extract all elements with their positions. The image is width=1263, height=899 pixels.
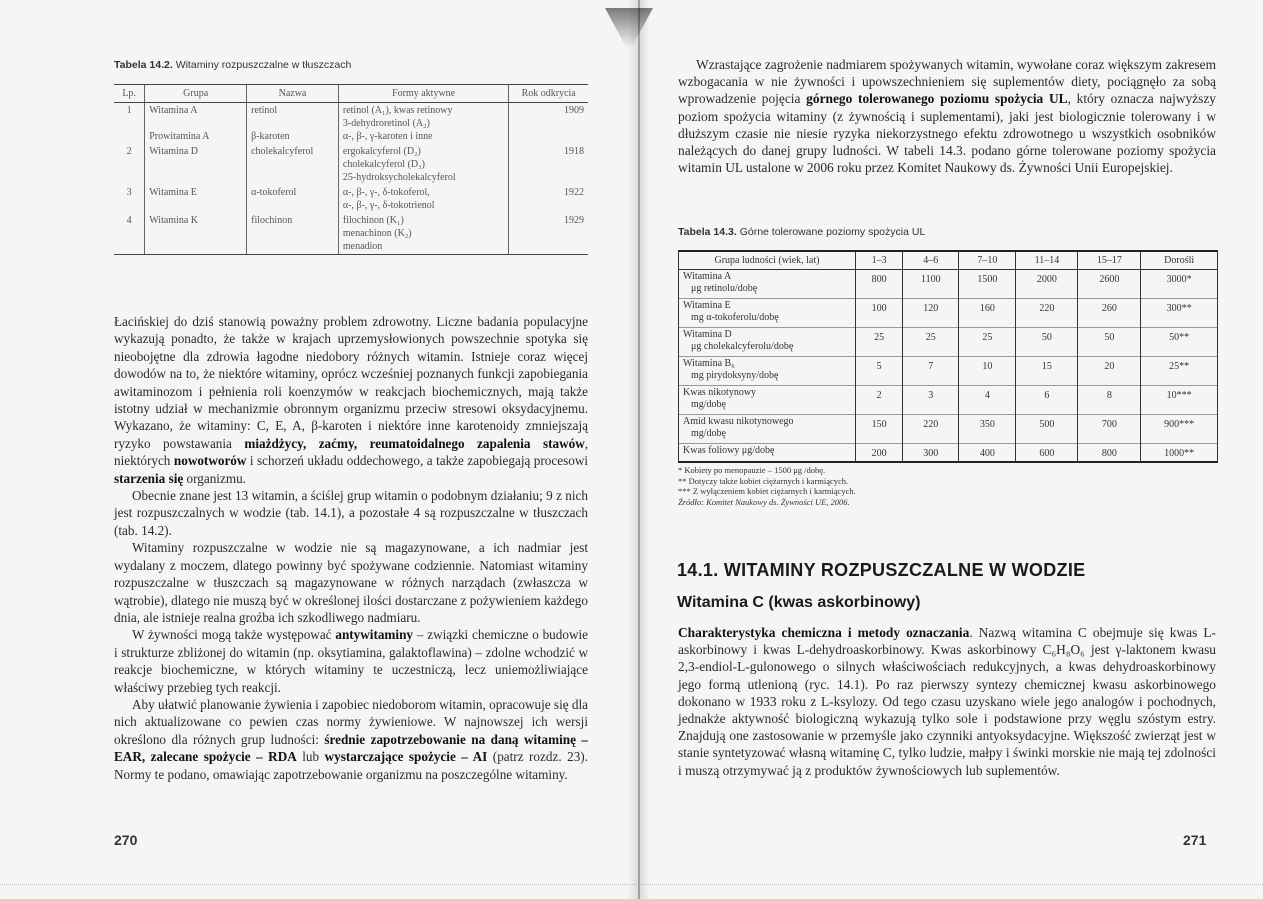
- cell-text: 3: [126, 187, 132, 198]
- table-cell-value: 1100: [903, 270, 959, 299]
- table-cell-nazwa: [247, 103, 339, 145]
- col-header-formy: Formy aktywne: [338, 85, 508, 103]
- vitamin-name: Kwas foliowy μg/dobę: [683, 445, 775, 456]
- vitamin-unit: mg/dobę: [691, 428, 726, 439]
- vitamin-name: Witamina A: [683, 271, 732, 282]
- table-header-row: [679, 251, 1218, 270]
- cell-line: retinol: [251, 105, 278, 116]
- table-cell-formy: [338, 103, 508, 145]
- table-cell-nazwa: [247, 213, 339, 255]
- table-cell-value: 900***: [1141, 415, 1218, 444]
- table-cell-value: 350: [959, 415, 1016, 444]
- cell-line: Witamina K: [149, 215, 198, 226]
- table-cell-value: 6: [1016, 386, 1078, 415]
- cell-line: 25-hydroksycholekalcyferol: [342, 172, 456, 183]
- table-cell-grupa: [145, 185, 247, 213]
- table-row: [679, 328, 1218, 357]
- table-14-3-caption: [678, 226, 925, 238]
- table-cell-vitamin: [679, 386, 856, 415]
- footnote: * Kobiety po menopauzie – 1500 μg /dobę.: [678, 465, 826, 475]
- table-row: [114, 144, 588, 185]
- table-cell-value: 50: [1078, 328, 1141, 357]
- table-cell-vitamin: [679, 299, 856, 328]
- bold-term: antywitaminy: [335, 627, 414, 643]
- table-cell-vitamin: [679, 270, 856, 299]
- paragraph: Obecnie znane jest 13 witamin, a ściślej grup witamin o podobnym działaniu; 9 z nich jest rozpuszczalnych w wodzie (tab. 14.1), a pozostałe 4 są rozpuszczalne w tłuszczach (tab. 14.2).: [114, 488, 588, 538]
- table-cell-vitamin: [679, 415, 856, 444]
- paragraph: Witaminy rozpuszczalne w wodzie nie są magazynowane, a ich nadmiar jest wydalany z moczem, dlatego powinny być spożywane codziennie. Natomiast witaminy rozpuszczalne w tłuszczach są magazynowane w różnych narządach (zwłaszcza w wątrobie), dlatego nie muszą być w określonej ilości dostarczane z pożywieniem każdego dnia, ale istnieje realna groźba ich szkodliwego nadmiaru.: [114, 540, 588, 625]
- table-cell-value: 25: [959, 328, 1016, 357]
- table-row: [679, 270, 1218, 299]
- table-cell-value: 3: [903, 386, 959, 415]
- table-cell-value: 800: [856, 270, 903, 299]
- table-cell-value: 5: [856, 357, 903, 386]
- table-cell-nazwa: [247, 185, 339, 213]
- paragraph: [114, 313, 588, 487]
- table-cell-value: 7: [903, 357, 959, 386]
- table-row: [114, 213, 588, 255]
- col-header: 7–10: [959, 251, 1016, 270]
- table-cell-value: 15: [1016, 357, 1078, 386]
- table-cell-formy: [338, 213, 508, 255]
- cell-line: α-, β-, γ-, δ-tokoferol,: [342, 187, 430, 198]
- vitamin-unit: mg/dobę: [691, 399, 726, 410]
- paragraph-text: Wzrastające zagrożenie nadmiarem spożywanych witamin, wywołane coraz większym zakresem wzbogacania w nie żywności i upowszechnieniem się suplementów diety, pociągnęło za sobą wprowadzenie pojęcia: [678, 57, 1216, 107]
- bold-term: średnie zapotrzebowanie na daną witaminę – EAR, zalecane spożycie – RDA: [114, 731, 588, 765]
- cell-line: α-tokoferol: [251, 187, 297, 198]
- table-row: [679, 415, 1218, 444]
- table-cell-value: 2: [856, 386, 903, 415]
- table-header-row: [114, 85, 588, 103]
- table-14-3: [678, 250, 1218, 463]
- bold-term: nowotworów: [173, 453, 247, 469]
- col-header-lp: Lp.: [114, 85, 145, 103]
- book-gutter: [628, 0, 650, 899]
- table-cell-vitamin: [679, 357, 856, 386]
- paragraph-text: , który oznacza najwyższy poziom spożycia witaminy (z żywnością i suplementami), jaki jest biologicznie tolerowany i w dłuższym czasie nie niesie ryzyka niekorzystnego efektu zdrowotnego u wszystkich osobników należących do danej grupy ludności. W tabeli 14.3. podano górne tolerowane poziomy spożycia witamin UL ustalone w 2006 roku przez Komitet Naukowy ds. Żywności Unii Europejskiej.: [678, 91, 1216, 176]
- table-cell-value: 800: [1078, 444, 1141, 463]
- table-cell-value: 25: [903, 328, 959, 357]
- vitamin-unit: mg α-tokoferolu/dobę: [691, 312, 779, 323]
- table-cell-lp: [114, 185, 145, 213]
- table-cell-value: 8: [1078, 386, 1141, 415]
- table-cell-value: 220: [903, 415, 959, 444]
- table-cell-value: 100: [856, 299, 903, 328]
- table-cell-rok: [509, 185, 588, 213]
- paragraph: [114, 626, 588, 696]
- cell-line: Prowitamina A: [149, 131, 210, 142]
- table-cell-value: 700: [1078, 415, 1141, 444]
- cell-line: [513, 130, 584, 143]
- table-cell-value: 3000*: [1141, 270, 1218, 299]
- table-cell-value: 150: [856, 415, 903, 444]
- table-cell-value: 500: [1016, 415, 1078, 444]
- table-row: [114, 185, 588, 213]
- table-cell-value: 10***: [1141, 386, 1218, 415]
- col-header-rok: Rok odkrycia: [509, 85, 588, 103]
- table-cell-value: 220: [1016, 299, 1078, 328]
- table-cell-lp: [114, 213, 145, 255]
- cell-line: menachinon (K₂): [342, 228, 412, 239]
- cell-line: 1922: [564, 187, 584, 198]
- table-cell-value: 25**: [1141, 357, 1218, 386]
- table-cell-value: 4: [959, 386, 1016, 415]
- vitamin-unit: μg cholekalcyferolu/dobę: [691, 341, 794, 352]
- cell-line: [513, 117, 584, 130]
- col-header: Dorośli: [1141, 251, 1218, 270]
- bold-term: miażdżycy, zaćmy, reumatoidalnego zapalenia stawów: [244, 435, 585, 451]
- table-caption-text: Górne tolerowane poziomy spożycia UL: [739, 226, 926, 238]
- right-intro-text: [678, 56, 1216, 176]
- col-header: 4–6: [903, 251, 959, 270]
- table-cell-value: 1500: [959, 270, 1016, 299]
- table-cell-value: 25: [856, 328, 903, 357]
- footnote-source: Źródło: Komitet Naukowy ds. Żywności UE, 2006.: [678, 496, 850, 507]
- cell-line: filochinon (K₁): [342, 215, 404, 226]
- vitamin-name: Kwas nikotynowy: [683, 387, 757, 398]
- paragraph: [114, 696, 588, 783]
- table-cell-value: 120: [903, 299, 959, 328]
- cell-line: cholekalcyferol (D₃): [342, 159, 425, 170]
- cell-line: ergokalcyferol (D₂): [342, 146, 421, 157]
- table-cell-lp: [114, 103, 145, 145]
- table-14-2-caption: [114, 59, 351, 71]
- table-cell-rok: [509, 103, 588, 145]
- col-header: 15–17: [1078, 251, 1141, 270]
- paragraph-text: – związki chemiczne o budowie i strukturze zbliżonej do witamin (np. oksytiamina, galaktoflawina) – zdolne wchodzić w reakcje biochemiczne, w których witaminy te uczestniczą, lecz uniemożliwiające właściwy przebieg tych reakcji.: [114, 627, 589, 695]
- table-cell-value: 2000: [1016, 270, 1078, 299]
- vitamin-name: Witamina E: [683, 300, 731, 311]
- cell-line: 3-dehydroretinol (A₂): [342, 118, 430, 129]
- table-cell-grupa: [145, 103, 247, 145]
- table-cell-grupa: [145, 144, 247, 185]
- vitamin-unit: mg pirydoksyny/dobę: [691, 370, 779, 381]
- bold-term: wystarczające spożycie – AI: [324, 749, 488, 765]
- table-cell-value: 600: [1016, 444, 1078, 463]
- cell-line: Witamina A: [149, 105, 198, 116]
- table-cell-value: 50**: [1141, 328, 1218, 357]
- table-caption-label: Tabela 14.3.: [678, 226, 737, 238]
- table-cell-value: 400: [959, 444, 1016, 463]
- col-header-grupa: Grupa: [145, 85, 247, 103]
- paragraph-text: Łacińskiej do dziś stanowią poważny problem zdrowotny. Liczne badania populacyjne wykazują ponadto, że także w krajach uprzemysłowionych powszechnie spotyka się nieobojętne dla zdrowia łagodne niedobory różnych witamin. Istnieje coraz więcej dowodów na to, że niektóre witaminy, oprócz wcześniej poznanych funkcji zapobiegania awitaminozom i pełnienia roli koenzymów w reakcjach biochemicznych, mają także istotny udział w mechanizmie obronnym organizmu przeciw stresowi oksydacyjnemu. Wykazano, że witaminy: C, E, A, β-karoten i niektóre inne karotenoidy zmniejszają ryzyko powstawania: [114, 314, 588, 451]
- table-cell-value: 160: [959, 299, 1016, 328]
- table-row: [679, 299, 1218, 328]
- paragraph: [678, 624, 1216, 779]
- cell-line: [149, 117, 242, 130]
- cell-line: filochinon: [251, 215, 293, 226]
- cell-line: 1909: [564, 105, 584, 116]
- table-cell-value: 300**: [1141, 299, 1218, 328]
- table-row: [679, 357, 1218, 386]
- table-caption-text: Witaminy rozpuszczalne w tłuszczach: [175, 59, 352, 71]
- cell-line: β-karoten: [251, 131, 290, 142]
- table-cell-grupa: [145, 213, 247, 255]
- vitamin-name: Witamina D: [683, 329, 732, 340]
- subsection-heading: Witamina C (kwas askorbinowy): [677, 594, 921, 611]
- table-cell-value: 2600: [1078, 270, 1141, 299]
- table-row: [679, 386, 1218, 415]
- table-14-2: [114, 84, 588, 255]
- paragraph-text: lub: [296, 749, 325, 765]
- table-cell-lp: [114, 144, 145, 185]
- left-body-text: [114, 313, 588, 783]
- vitamin-unit: μg retinolu/dobę: [691, 283, 758, 294]
- cell-line: Witamina D: [149, 146, 198, 157]
- vitamin-name: Amid kwasu nikotynowego: [683, 416, 794, 427]
- paragraph-text: organizmu.: [183, 470, 246, 486]
- cell-line: 1918: [564, 146, 584, 157]
- table-cell-value: 20: [1078, 357, 1141, 386]
- cell-line: cholekalcyferol: [251, 146, 314, 157]
- table-cell-value: 200: [856, 444, 903, 463]
- cell-text: 1: [126, 105, 132, 116]
- cell-line: 1929: [564, 215, 584, 226]
- table-cell-value: 260: [1078, 299, 1141, 328]
- bold-term: Charakterystyka chemiczna i metody oznaczania: [678, 625, 970, 640]
- paragraph-text: W żywności mogą także występować: [132, 627, 332, 643]
- page-number-right: 271: [1183, 832, 1207, 848]
- bold-term: starzenia się: [114, 470, 184, 486]
- col-header-nazwa: Nazwa: [247, 85, 339, 103]
- footnote: ** Dotyczy także kobiet ciężarnych i karmiących.: [678, 475, 849, 486]
- cell-line: α-, β-, γ-, δ-tokotrienol: [342, 200, 435, 211]
- col-header: 11–14: [1016, 251, 1078, 270]
- page-number-left: 270: [114, 832, 138, 848]
- table-cell-vitamin: [679, 444, 856, 463]
- paragraph-text: Aby ułatwić planowanie żywienia i zapobiec niedoborom witamin, opracowuje się dla nich aktualizowane co pewien czas normy żywieniowe. W najnowszej ich wersji określono dla różnych grup ludności:: [114, 696, 588, 747]
- paragraph-text: (patrz rozdz. 23). Normy te podano, omawiając zapotrzebowanie organizmu na poszczególne witaminy.: [114, 749, 588, 782]
- table-footnotes: [678, 465, 856, 507]
- paragraph: [678, 56, 1216, 176]
- cell-text: 4: [126, 215, 132, 226]
- table-cell-value: 1000**: [1141, 444, 1218, 463]
- cell-line: [251, 117, 334, 130]
- paragraph-text: i schorzeń układu oddechowego, a także zapobiegają procesowi: [246, 453, 589, 469]
- cell-line: α-, β-, γ-karoten i inne: [342, 131, 433, 142]
- cell-line: retinol (A₁), kwas retinowy: [342, 105, 453, 116]
- bold-term: górnego tolerowanego poziomu spożycia UL: [806, 91, 1068, 107]
- table-cell-value: 50: [1016, 328, 1078, 357]
- table-cell-vitamin: [679, 328, 856, 357]
- table-cell-formy: [338, 185, 508, 213]
- paragraph-text: . Nazwą witamina C obejmuje się kwas L-askorbinowy i kwas L-dehydroaskorbinowy. Kwas askorbinowy C₆H₈O₆ jest γ-laktonem kwasu 2,3-endiol-L-gulonowego o silnych właściwościach redukcyjnych, a kwas dehydroaskorbinowy jego formą utlenioną (ryc. 14.1). Po raz pierwszy syntezy chemicznej kwasu askorbinowego dokonano w 1933 roku z L-ksylozy. Od tego czasu uzyskano wiele jego analogów i pochodnych, jednakże aktywność biologiczną wykazują tylko sole i podstawione przy węglu szóstym estry. Znajdują one zastosowanie w przemyśle jako czynniki antyoksydacyjne. Większość zwierząt jest w stanie syntetyzować własną witaminę C, tylko ludzie, małpy i świnki morskie nie mają tej zdolności i muszą otrzymywać ją z produktów żywnościowych lub suplementów.: [678, 625, 1216, 778]
- cell-line: menadion: [342, 241, 383, 252]
- cell-line: Witamina E: [149, 187, 197, 198]
- section-heading: 14.1. WITAMINY ROZPUSZCZALNE W WODZIE: [677, 560, 1086, 580]
- table-cell-value: 300: [903, 444, 959, 463]
- vitamin-name: Witamina B₆: [683, 358, 735, 369]
- table-caption-label: Tabela 14.2.: [114, 59, 173, 71]
- table-row: [679, 444, 1218, 463]
- col-header-group: Grupa ludności (wiek, lat): [679, 251, 856, 270]
- table-cell-nazwa: [247, 144, 339, 185]
- paragraph-text: , niektórych: [114, 435, 589, 469]
- table-cell-rok: [509, 213, 588, 255]
- table-cell-formy: [338, 144, 508, 185]
- cell-text: 2: [126, 146, 132, 157]
- col-header: 1–3: [856, 251, 903, 270]
- table-cell-value: 10: [959, 357, 1016, 386]
- footnote: *** Z wyłączeniem kobiet ciężarnych i karmiących.: [678, 486, 856, 496]
- table-cell-rok: [509, 144, 588, 185]
- vitamin-c-paragraph: [678, 624, 1216, 779]
- table-row: [114, 103, 588, 145]
